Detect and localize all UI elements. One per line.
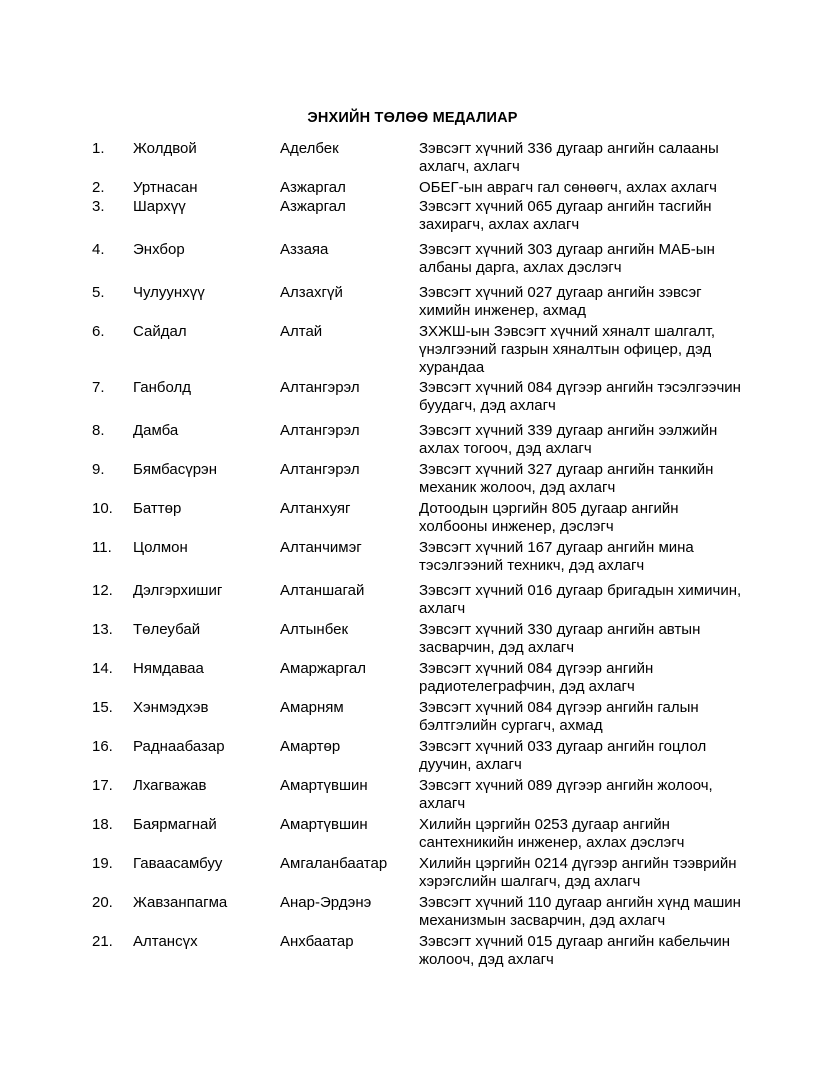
entry-number: 18. xyxy=(92,816,113,833)
entry-number: 6. xyxy=(92,323,105,340)
entry-last-name: Алтынбек xyxy=(280,621,349,638)
list-item xyxy=(0,179,825,198)
entry-last-name: Аделбек xyxy=(280,140,339,157)
entry-last-name: Алтангэрэл xyxy=(280,422,360,439)
entry-last-name: Амартүвшин xyxy=(280,777,368,794)
list-item xyxy=(0,660,825,699)
entry-first-name: Төлеубай xyxy=(133,621,201,638)
entry-description: Зэвсэгт хүчний 016 дугаар бригадын химичин, ахлагч xyxy=(419,582,742,617)
entry-number: 4. xyxy=(92,241,105,258)
entry-number: 1. xyxy=(92,140,105,157)
list-item xyxy=(0,738,825,777)
entry-description: Зэвсэгт хүчний 089 дүгээр ангийн жолооч, ахлагч xyxy=(419,777,713,812)
entry-number: 11. xyxy=(92,539,112,556)
entry-number: 10. xyxy=(92,500,113,517)
entry-first-name: Раднаабазар xyxy=(133,738,225,755)
entry-number: 7. xyxy=(92,379,105,396)
list-item xyxy=(0,855,825,894)
list-item xyxy=(0,284,825,323)
list-item xyxy=(0,379,825,422)
entry-last-name: Амартөр xyxy=(280,738,341,755)
entry-description: Хилийн цэргийн 0214 дүгээр ангийн тээврийн хэрэгслийн шалгагч, дэд ахлагч xyxy=(419,855,737,890)
entry-description: ОБЕГ-ын аврагч гал сөнөөгч, ахлах ахлагч xyxy=(419,179,717,196)
page-title: ЭНХИЙН ТӨЛӨӨ МЕДАЛИАР xyxy=(307,110,518,126)
entry-description: Зэвсэгт хүчний 084 дүгээр ангийн тэсэлгээчин буудагч, дэд ахлагч xyxy=(419,379,741,414)
entry-first-name: Хэнмэдхэв xyxy=(133,699,209,716)
list-item xyxy=(0,816,825,855)
entry-description: Зэвсэгт хүчний 303 дугаар ангийн МАБ-ын албаны дарга, ахлах дэслэгч xyxy=(419,241,715,276)
entry-description: Дотоодын цэргийн 805 дугаар ангийн холбооны инженер, дэслэгч xyxy=(419,500,679,535)
entry-first-name: Бямбасүрэн xyxy=(133,461,217,478)
entry-first-name: Чулуунхүү xyxy=(133,284,205,301)
entry-last-name: Амарням xyxy=(280,699,344,716)
entry-number: 3. xyxy=(92,198,105,215)
entry-description: Зэвсэгт хүчний 027 дугаар ангийн зэвсэг химийн инженер, ахмад xyxy=(419,284,702,319)
entry-first-name: Жолдвой xyxy=(133,140,197,157)
entry-first-name: Нямдаваа xyxy=(133,660,204,677)
entry-description: Зэвсэгт хүчний 015 дугаар ангийн кабельчин жолооч, дэд ахлагч xyxy=(419,933,731,968)
entry-first-name: Дамба xyxy=(133,422,179,439)
entry-first-name: Сайдал xyxy=(133,323,187,340)
entry-first-name: Дэлгэрхишиг xyxy=(133,582,223,599)
entry-number: 2. xyxy=(92,179,105,196)
entry-last-name: Аззаяа xyxy=(280,241,329,258)
list-item xyxy=(0,461,825,500)
entry-last-name: Амаржаргал xyxy=(280,660,366,677)
entry-first-name: Баярмагнай xyxy=(133,816,217,833)
entry-last-name: Азжаргал xyxy=(280,198,346,215)
entry-first-name: Лхагважав xyxy=(133,777,207,794)
entry-number: 15. xyxy=(92,699,113,716)
list-item xyxy=(0,539,825,582)
entry-description: Зэвсэгт хүчний 336 дугаар ангийн салааны ахлагч, ахлагч xyxy=(419,140,719,175)
entry-last-name: Амартүвшин xyxy=(280,816,368,833)
list-item xyxy=(0,699,825,738)
entry-last-name: Алтанчимэг xyxy=(280,539,362,556)
entry-description: Зэвсэгт хүчний 084 дүгээр ангийн радиотелеграфчин, дэд ахлагч xyxy=(419,660,654,695)
entry-number: 21. xyxy=(92,933,113,950)
entry-first-name: Жавзанпагма xyxy=(133,894,228,911)
list-item xyxy=(0,500,825,539)
list-item xyxy=(0,582,825,621)
entry-number: 12. xyxy=(92,582,113,599)
list-item xyxy=(0,140,825,179)
list-item xyxy=(0,894,825,933)
entry-first-name: Гаваасамбуу xyxy=(133,855,223,872)
entry-description: Зэвсэгт хүчний 110 дугаар ангийн хүнд машин механизмын засварчин, дэд ахлагч xyxy=(419,894,741,929)
entry-number: 16. xyxy=(92,738,113,755)
list-item xyxy=(0,933,825,972)
entry-description: Зэвсэгт хүчний 339 дугаар ангийн ээлжийн ахлах тогооч, дэд ахлагч xyxy=(419,422,718,457)
entry-first-name: Алтансүх xyxy=(133,933,198,950)
entry-last-name: Амгаланбаатар xyxy=(280,855,388,872)
list-item xyxy=(0,777,825,816)
entry-last-name: Алтай xyxy=(280,323,323,340)
entry-last-name: Алзахгүй xyxy=(280,284,343,301)
entry-number: 5. xyxy=(92,284,105,301)
entry-description: Зэвсэгт хүчний 330 дугаар ангийн автын засварчин, дэд ахлагч xyxy=(419,621,701,656)
list-item xyxy=(0,241,825,284)
entry-description: Зэвсэгт хүчний 327 дугаар ангийн танкийн механик жолооч, дэд ахлагч xyxy=(419,461,714,496)
entry-last-name: Алтаншагай xyxy=(280,582,365,599)
award-list xyxy=(0,140,825,972)
list-item xyxy=(0,323,825,379)
entry-first-name: Уртнасан xyxy=(133,179,198,196)
entry-first-name: Цолмон xyxy=(133,539,188,556)
entry-description: Зэвсэгт хүчний 167 дугаар ангийн мина тэсэлгээний техникч, дэд ахлагч xyxy=(419,539,694,574)
entry-number: 20. xyxy=(92,894,113,911)
entry-last-name: Алтанхуяг xyxy=(280,500,351,517)
entry-description: Хилийн цэргийн 0253 дугаар ангийн сантехникийн инженер, ахлах дэслэгч xyxy=(419,816,685,851)
entry-first-name: Энхбор xyxy=(133,241,185,258)
entry-last-name: Алтангэрэл xyxy=(280,461,360,478)
entry-number: 13. xyxy=(92,621,113,638)
entry-description: Зэвсэгт хүчний 084 дүгээр ангийн галын бэлтгэлийн сургагч, ахмад xyxy=(419,699,699,734)
list-item xyxy=(0,198,825,241)
entry-number: 17. xyxy=(92,777,113,794)
entry-description: ЗХЖШ-ын Зэвсэгт хүчний хяналт шалгалт, үнэлгээний газрын хяналтын офицер, дэд хурандаа xyxy=(419,323,716,376)
entry-first-name: Ганболд xyxy=(133,379,192,396)
entry-description: Зэвсэгт хүчний 033 дугаар ангийн гоцлол дуучин, ахлагч xyxy=(419,738,707,773)
entry-number: 9. xyxy=(92,461,105,478)
list-item xyxy=(0,422,825,461)
entry-description: Зэвсэгт хүчний 065 дугаар ангийн тасгийн захирагч, ахлах ахлагч xyxy=(419,198,712,233)
entry-last-name: Алтангэрэл xyxy=(280,379,360,396)
entry-last-name: Азжаргал xyxy=(280,179,346,196)
entry-number: 19. xyxy=(92,855,113,872)
list-item xyxy=(0,621,825,660)
entry-number: 8. xyxy=(92,422,105,439)
entry-last-name: Анхбаатар xyxy=(280,933,354,950)
entry-first-name: Баттөр xyxy=(133,500,182,517)
entry-last-name: Анар-Эрдэнэ xyxy=(280,894,372,911)
entry-first-name: Шархүү xyxy=(133,198,186,215)
entry-number: 14. xyxy=(92,660,113,677)
